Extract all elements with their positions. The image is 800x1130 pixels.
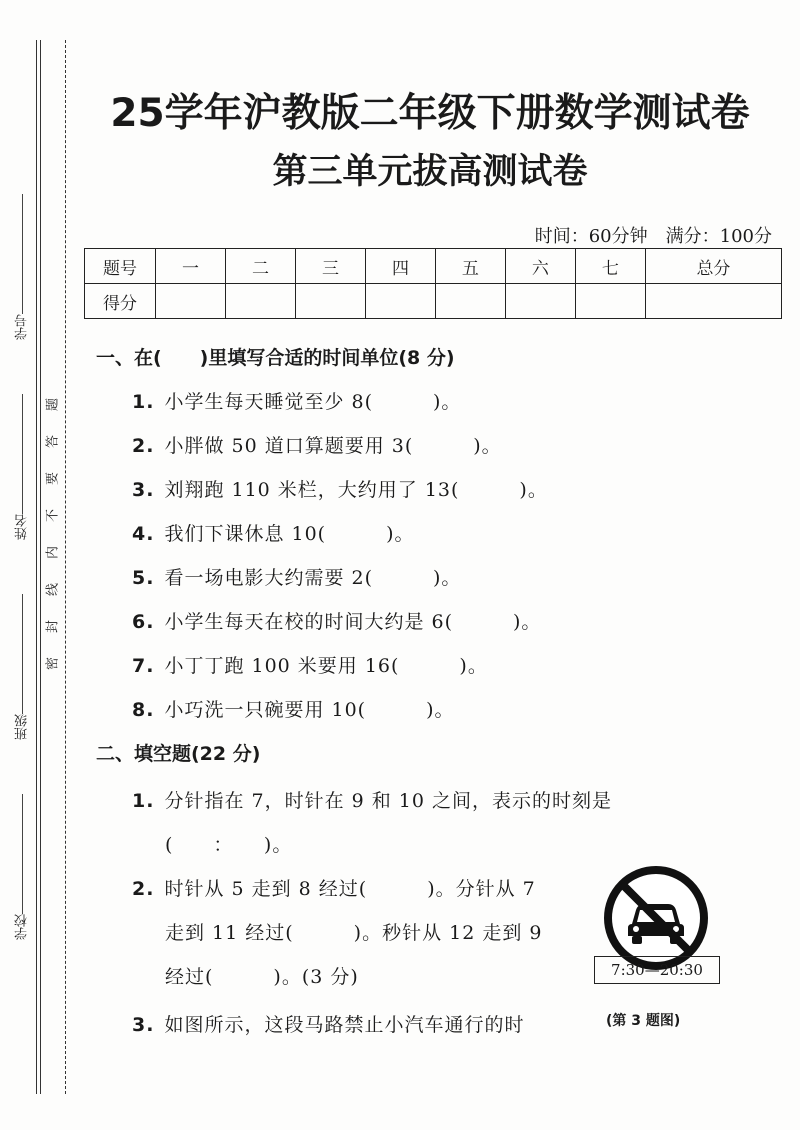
question-text-continued: 走到 11 经过( )。秒针从 12 走到 9 [165, 922, 543, 944]
score-table-header-row [85, 249, 782, 284]
seal-char: 内 [45, 546, 61, 560]
question-text: 小丁丁跑 100 米要用 16( )。 [164, 655, 488, 677]
question-number: 3. [132, 479, 155, 501]
margin-rule [65, 40, 66, 1094]
table-cell: 三 [295, 249, 365, 284]
page-title: 25学年沪教版二年级下册数学测试卷 [110, 91, 750, 136]
question-number: 5. [132, 567, 155, 589]
question-text: 小学生每天睡觉至少 8( )。 [164, 391, 462, 413]
page-subtitle: 第三单元拔高测试卷 [272, 152, 588, 192]
question-item [132, 431, 502, 458]
question-item [132, 695, 455, 722]
question-number: 8. [132, 699, 155, 721]
score-cell[interactable] [295, 284, 365, 319]
question-item [132, 475, 548, 502]
question-item [132, 387, 461, 414]
question-number: 1. [132, 391, 155, 413]
table-cell: 七 [575, 249, 645, 284]
question-text-continued: 经过( )。(3 分) [165, 966, 359, 988]
seal-char: 不 [45, 509, 61, 523]
question-item [132, 874, 536, 901]
section-2-title: 二、填空题(22 分) [96, 743, 261, 765]
question-number: 4. [132, 523, 155, 545]
seal-char: 密 [45, 657, 61, 671]
table-cell: 二 [225, 249, 295, 284]
score-table-score-row [85, 284, 782, 319]
question-text: 小胖做 50 道口算题要用 3( )。 [164, 435, 502, 457]
question-text: 时针从 5 走到 8 经过( )。分针从 7 [164, 878, 536, 900]
binding-margin [0, 0, 68, 1130]
question-text: 看一场电影大约需要 2( )。 [164, 567, 462, 589]
time-limit: 时间：60分钟 [534, 226, 648, 247]
section-1-title: 一、在( )里填写合适的时间单位(8 分) [96, 347, 455, 369]
student-id-label: 学号 [14, 314, 30, 340]
name-label: 姓名 [14, 514, 30, 540]
margin-rule [40, 40, 41, 1094]
question-number: 7. [132, 655, 155, 677]
question-number: 3. [132, 1014, 155, 1036]
prohibition-time-range: 7:30—20:30 [594, 956, 720, 984]
question-item [132, 563, 461, 590]
table-cell: 总分 [645, 249, 781, 284]
score-cell[interactable] [575, 284, 645, 319]
score-cell[interactable] [365, 284, 435, 319]
score-table [84, 248, 782, 319]
question-number: 6. [132, 611, 155, 633]
seal-char: 答 [45, 435, 61, 449]
table-cell: 四 [365, 249, 435, 284]
question-item [132, 607, 541, 634]
full-score: 满分：100分 [665, 226, 772, 247]
student-id-field [10, 190, 34, 340]
question-text: 我们下课休息 10( )。 [164, 523, 415, 545]
score-cell[interactable] [156, 284, 226, 319]
question-number: 2. [132, 878, 155, 900]
name-field [10, 390, 34, 540]
question-number: 1. [132, 790, 155, 812]
score-cell[interactable] [505, 284, 575, 319]
class-line [22, 594, 23, 714]
exam-meta [535, 222, 772, 248]
question-number: 2. [132, 435, 155, 457]
table-cell: 五 [435, 249, 505, 284]
question-text: 小巧洗一只碗要用 10( )。 [164, 699, 455, 721]
score-cell[interactable] [225, 284, 295, 319]
question-text: 刘翔跑 110 米栏，大约用了 13( )。 [164, 479, 548, 501]
question-text: 小学生每天在校的时间大约是 6( )。 [164, 611, 542, 633]
name-line [22, 394, 23, 514]
question-text-continued: ( ： )。 [165, 834, 293, 856]
score-cell[interactable] [645, 284, 781, 319]
table-cell: 得分 [85, 284, 156, 319]
school-field [10, 790, 34, 940]
question-item [132, 651, 488, 678]
table-cell: 一 [156, 249, 226, 284]
question-text: 如图所示，这段马路禁止小汽车通行的时 [164, 1014, 525, 1036]
figure-caption: (第 3 题图) [606, 1013, 681, 1029]
table-cell: 题号 [85, 249, 156, 284]
seal-char: 要 [45, 472, 61, 486]
question-item [132, 786, 612, 813]
seal-char: 线 [45, 583, 61, 597]
question-text: 分针指在 7，时针在 9 和 10 之间，表示的时刻是 [164, 790, 613, 812]
table-cell: 六 [505, 249, 575, 284]
margin-rule [36, 40, 37, 1094]
seal-char: 封 [45, 620, 61, 634]
seal-warning [44, 395, 61, 673]
class-label: 班级 [14, 714, 30, 740]
question-item [132, 1010, 524, 1037]
seal-char: 题 [45, 398, 61, 412]
student-id-line [22, 194, 23, 314]
score-cell[interactable] [435, 284, 505, 319]
question-item [132, 519, 415, 546]
school-line [22, 794, 23, 914]
school-label: 学校 [14, 914, 30, 940]
class-field [10, 590, 34, 740]
